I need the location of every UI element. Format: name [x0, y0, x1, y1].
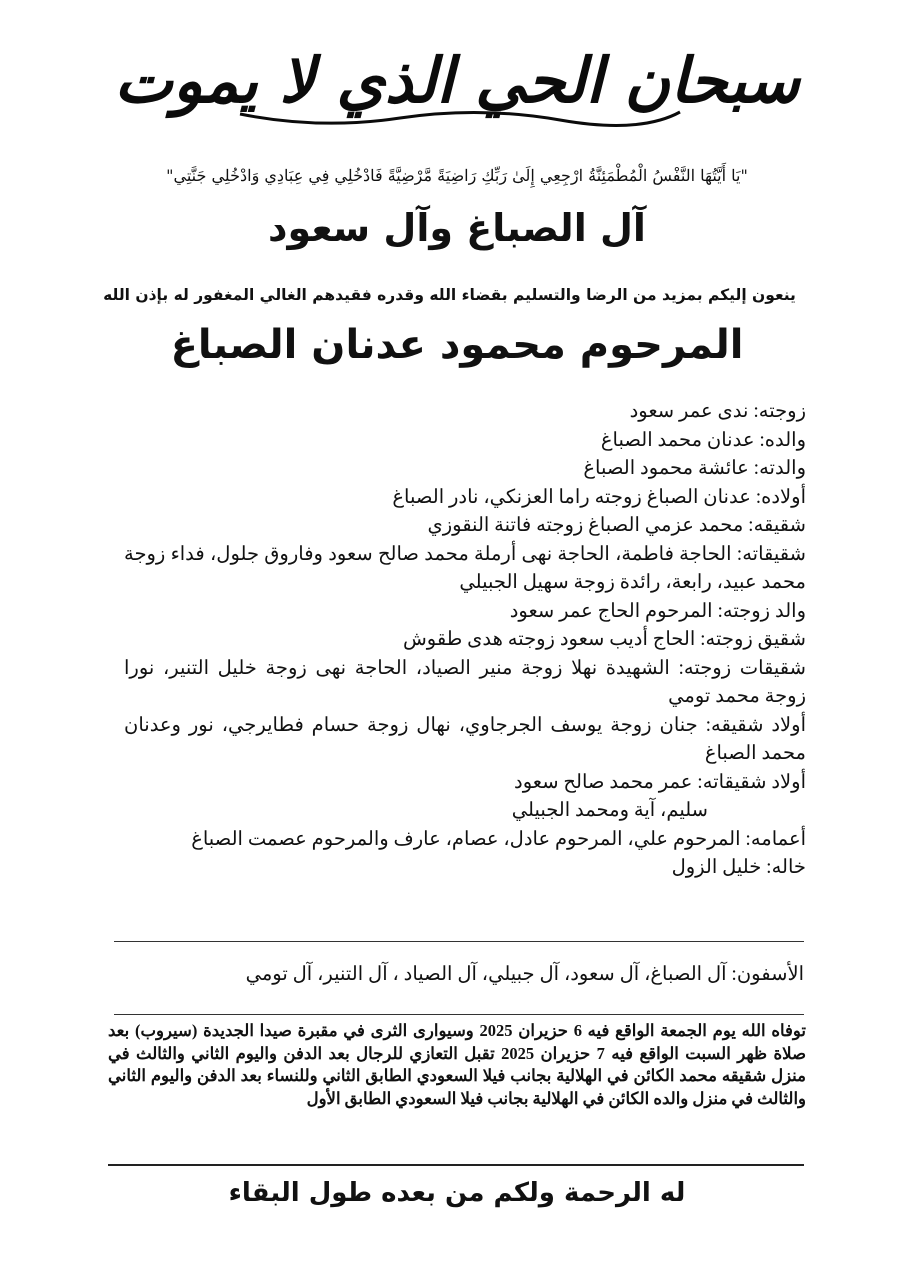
deceased-name: المرحوم محمود عدنان الصباغ [170, 322, 744, 368]
relative-entry: سليم، آية ومحمد الجبيلي [511, 800, 708, 821]
relative-entry: شقيقه: محمد عزمي الصباغ زوجته فاتنة النقوزي [427, 515, 806, 536]
families-title: آل الصباغ وآل سعود [268, 206, 646, 250]
relative-entry: زوجته: ندى عمر سعود [629, 401, 806, 422]
relative-entry: شقيقاته: الحاجة فاطمة، الحاجة نهى أرملة محمد صالح سعود وفاروق جلول، فداء زوجة محمد عبيد، رابعة، رائدة زوجة سهيل الجبيلي [124, 543, 806, 593]
divider [114, 941, 804, 942]
announcement-intro: ينعون إليكم بمزيد من الرضا والتسليم بقضاء الله وقدره فقيدهم الغالي المغفور له بإذن الله [103, 286, 796, 304]
divider [114, 1014, 804, 1015]
quran-verse: "يَا أَيَّتُهَا النَّفْسُ الْمُطْمَئِنَّةُ ارْجِعِي إِلَىٰ رَبِّكِ رَاضِيَةً مَّرْضِيَّةً فَادْخُلِي فِي عِبَادِي وَادْخُلِي جَنَّتِي" [166, 166, 748, 185]
relative-entry: أعمامه: المرحوم علي، المرحوم عادل، عصام، عارف والمرحوم عصمت الصباغ [191, 828, 806, 850]
relative-entry: خاله: خليل الزول [671, 857, 806, 878]
relative-entry: شقيق زوجته: الحاج أديب سعود زوجته هدى طقوش [402, 629, 806, 650]
relative-entry: والد زوجته: المرحوم الحاج عمر سعود [509, 600, 806, 622]
relative-entry: أولاد شقيقه: جنان زوجة يوسف الجرجاوي، نهال زوجة حسام فطايرجي، نور وعدنان محمد الصباغ [124, 714, 806, 764]
relative-entry: شقيقات زوجته: الشهيدة نهلا زوجة منير الصياد، الحاجة نهى زوجة خليل التنير، نورا زوجة محمد تومي [124, 657, 806, 707]
relatives-list [124, 398, 806, 883]
calligraphy-header [114, 18, 800, 136]
mourners-line: الأسفون: آل الصباغ، آل سعود، آل جبيلي، آل الصياد ، آل التنير، آل تومي [245, 964, 804, 985]
divider [108, 1164, 804, 1166]
closing-condolence: له الرحمة ولكم من بعده طول البقاء [228, 1178, 686, 1208]
funeral-details: توفاه الله يوم الجمعة الواقع فيه 6 حزيران 2025 وسيوارى الثرى في مقبرة صيدا الجديدة (سيروب) بعد صلاة ظهر السبت الواقع فيه 7 حزيران 2025 تقبل التعازي للرجال بعد الدفن واليوم الثاني والثالث في منزل شقيقه محمد الكائن في الهلالية بجانب فيلا السعودي الطابق الثاني وللنساء بعد الدفن واليوم الثاني والثالث في منزل والده الكائن في الهلالية بجانب فيلا السعودي الطابق الأول [108, 1021, 807, 1108]
relative-entry: أولاده: عدنان الصباغ زوجته راما العزنكي، نادر الصباغ [392, 486, 806, 508]
relative-entry: والده: عدنان محمد الصباغ [600, 429, 806, 451]
relative-entry: أولاد شقيقاته: عمر محمد صالح سعود [514, 771, 806, 793]
calligraphy-image [114, 18, 800, 136]
calligraphy-text: سبحان الحي الذي لا يموت [114, 44, 800, 117]
relative-entry: والدته: عائشة محمود الصباغ [583, 458, 806, 479]
